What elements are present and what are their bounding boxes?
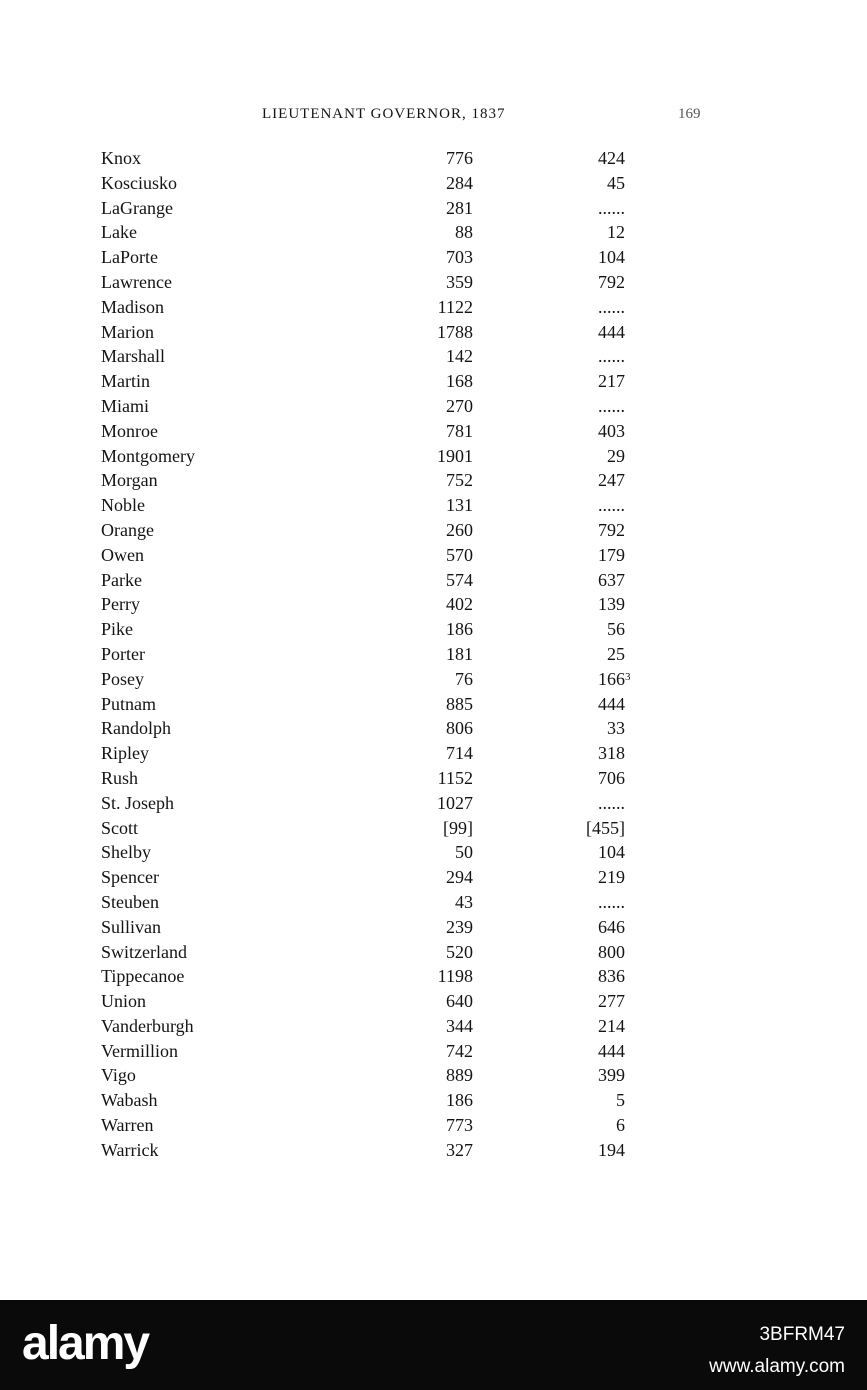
county-name: Knox [101,148,141,168]
table-row [0,741,867,766]
vote-count-first: 889 [446,1065,473,1086]
table-row [0,791,867,816]
county-name: Parke [101,569,142,590]
vote-count-first: 88 [455,222,473,243]
table-row [0,444,867,469]
vote-count-first: 359 [446,271,473,292]
vote-count-second: 29 [607,445,625,466]
county-name: Wabash [101,1090,158,1111]
vote-count-second-cell [616,1113,625,1138]
county-name: Morgan [101,470,158,491]
county-name: Lawrence [101,271,172,292]
vote-count-second-cell [586,816,625,841]
page-title: LIEUTENANT GOVERNOR, 1837 [262,106,506,122]
county-name: Switzerland [101,941,187,962]
vote-count-second: ...... [598,495,625,516]
table-row [0,270,867,295]
vote-count-first: 281 [446,197,473,218]
county-name: Warren [101,1115,154,1136]
vote-count-second: 444 [598,321,625,342]
vote-count-second-cell [598,592,625,617]
vote-count-first: 806 [446,718,473,739]
vote-count-second: 166 [598,668,625,689]
table-row [0,1088,867,1113]
table-row [0,692,867,717]
vote-count-second-cell [607,220,625,245]
vote-count-second: 33 [607,718,625,739]
vote-count-first: 1122 [437,296,473,317]
vote-count-second: [455] [586,817,625,838]
county-name: LaGrange [101,197,173,218]
vote-count-first: 885 [446,693,473,714]
table-row [0,320,867,345]
table-row [0,989,867,1014]
vote-table [0,146,867,1163]
vote-count-second-cell [598,196,625,221]
vote-count-second: ...... [598,792,625,813]
vote-count-second-cell [598,791,625,816]
table-row [0,146,867,171]
vote-count-second: ...... [598,197,625,218]
table-row [0,1014,867,1039]
vote-count-first: 260 [446,519,473,540]
table-row [0,642,867,667]
vote-count-first: 142 [446,346,473,367]
county-name: Marion [101,321,154,342]
brand-logo: alamy [22,1317,149,1370]
table-row [0,419,867,444]
table-row [0,617,867,642]
vote-count-second: ...... [598,395,625,416]
vote-count-first: 402 [446,594,473,615]
county-name: Madison [101,296,164,317]
county-name: Lake [101,222,137,243]
table-row [0,568,867,593]
vote-count-second: 403 [598,420,625,441]
county-name: Warrick [101,1139,159,1160]
vote-count-first: 43 [455,891,473,912]
vote-count-first: 742 [446,1040,473,1061]
table-row [0,667,867,692]
vote-count-second-cell [598,964,625,989]
vote-count-second-cell [607,171,625,196]
vote-count-second: 792 [598,271,625,292]
county-name: Union [101,991,146,1012]
table-row [0,220,867,245]
table-row [0,245,867,270]
vote-count-first: 773 [446,1115,473,1136]
county-name: Steuben [101,891,159,912]
county-name: Porter [101,643,145,664]
county-name: Miami [101,395,149,416]
vote-count-first: 781 [446,420,473,441]
county-name: St. Joseph [101,792,175,813]
vote-count-second-cell: 166 3 [598,668,631,689]
vote-count-second-cell [616,1088,625,1113]
vote-count-second: 247 [598,470,625,491]
vote-count-first: 168 [446,371,473,392]
vote-count-second: 219 [598,867,625,888]
table-row [0,1138,867,1163]
county-name: Vigo [101,1065,136,1086]
vote-count-first: 1198 [437,966,473,987]
vote-count-second-cell [607,716,625,741]
vote-count-second-cell [598,989,625,1014]
table-row [0,369,867,394]
vote-count-second-cell [598,518,625,543]
vote-count-second-cell [598,766,625,791]
county-name: Vermillion [101,1040,178,1061]
vote-count-first: 270 [446,395,473,416]
vote-count-second-cell [598,493,625,518]
county-name: Monroe [101,420,158,441]
vote-count-second: 194 [598,1139,625,1160]
vote-count-first: 752 [446,470,473,491]
county-name: Martin [101,371,150,392]
vote-count-first: 776 [446,148,473,168]
vote-count-second: ...... [598,346,625,367]
vote-count-first: 181 [446,643,473,664]
vote-count-second: 179 [598,544,625,565]
vote-count-first: 294 [446,867,473,888]
vote-count-second-cell [598,840,625,865]
watermark-banner [0,1300,867,1390]
county-name: Marshall [101,346,165,367]
vote-count-second: 800 [598,941,625,962]
county-name: Vanderburgh [101,1015,194,1036]
vote-count-first: 327 [446,1139,473,1160]
county-name: Montgomery [101,445,195,466]
county-name: Spencer [101,867,159,888]
vote-count-second-cell [598,369,625,394]
county-name: Noble [101,495,145,516]
vote-count-second: ...... [598,891,625,912]
county-name: Kosciusko [101,172,177,193]
table-row [0,592,867,617]
county-name: LaPorte [101,247,158,268]
table-row [0,716,867,741]
table-row [0,890,867,915]
vote-count-second-cell [598,543,625,568]
vote-count-second: 6 [616,1115,625,1136]
vote-count-second: 637 [598,569,625,590]
vote-count-second: 56 [607,619,625,640]
vote-count-first: 239 [446,916,473,937]
table-row [0,915,867,940]
vote-count-first: 570 [446,544,473,565]
table-row [0,543,867,568]
vote-count-second-cell [607,617,625,642]
table-row [0,295,867,320]
table-row [0,766,867,791]
county-name: Sullivan [101,916,162,937]
vote-count-second: 646 [598,916,625,937]
table-row [0,344,867,369]
vote-count-first: 50 [455,842,473,863]
vote-count-first: 703 [446,247,473,268]
table-row [0,964,867,989]
vote-count-second: 104 [598,247,625,268]
page-number: 169 [678,106,701,122]
table-row [0,493,867,518]
vote-count-second: 399 [598,1065,625,1086]
vote-count-second-cell [598,1014,625,1039]
table-row [0,1113,867,1138]
table-row [0,865,867,890]
county-name: Shelby [101,842,152,863]
vote-count-second-cell [598,865,625,890]
vote-count-second: 444 [598,693,625,714]
vote-count-second-cell [607,444,625,469]
county-name: Pike [101,619,134,640]
vote-count-second: 217 [598,371,625,392]
table-row [0,196,867,221]
county-name: Posey [101,668,145,689]
image-code: 3BFRM47 [759,1324,845,1345]
vote-count-first: 76 [455,668,473,689]
vote-count-second-cell [598,890,625,915]
vote-count-second-cell [598,1138,625,1163]
county-name: Ripley [101,743,149,764]
vote-count-second-cell [598,320,625,345]
vote-count-second: 792 [598,519,625,540]
vote-count-second: 5 [616,1090,625,1111]
vote-count-second-cell [598,146,625,171]
table-row [0,171,867,196]
vote-count-second: ...... [598,296,625,317]
vote-count-first: 186 [446,619,473,640]
county-name: Putnam [101,693,157,714]
vote-count-first: 1788 [437,321,473,342]
table-row [0,1039,867,1064]
table-row [0,940,867,965]
vote-count-second-cell [598,270,625,295]
vote-count-second: 12 [607,222,625,243]
vote-count-second-cell [598,394,625,419]
table-row [0,518,867,543]
vote-count-second-cell [598,940,625,965]
site-url: www.alamy.com [709,1356,845,1377]
vote-count-second-cell [598,915,625,940]
vote-count-second-cell [598,1063,625,1088]
table-row [0,840,867,865]
vote-count-second-cell [598,1039,625,1064]
vote-count-second-cell [598,468,625,493]
vote-count-first: 1901 [437,445,473,466]
county-name: Scott [101,817,139,838]
vote-count-first: 640 [446,991,473,1012]
vote-count-first: 714 [446,743,473,764]
vote-count-second: 277 [598,991,625,1012]
vote-count-second-cell [598,295,625,320]
vote-count-first: 131 [446,495,473,516]
county-name: Randolph [101,718,171,739]
vote-count-first: 284 [446,172,473,193]
vote-count-second: 424 [598,148,625,168]
vote-count-second-cell [598,245,625,270]
county-name: Perry [101,594,140,615]
table-row [0,394,867,419]
vote-count-second: 25 [607,643,625,664]
vote-count-first: [99] [443,817,473,838]
table-row [0,1063,867,1088]
vote-count-second-cell [598,568,625,593]
vote-count-second: 214 [598,1015,625,1036]
vote-count-first: 1152 [437,767,473,788]
vote-count-first: 1027 [437,792,473,813]
table-row [0,816,867,841]
county-name: Owen [101,544,144,565]
vote-count-second-cell [598,344,625,369]
table-row [0,468,867,493]
vote-count-second: 444 [598,1040,625,1061]
vote-count-second-cell [598,419,625,444]
vote-count-second-cell [598,741,625,766]
vote-count-second: 139 [598,594,625,615]
vote-count-first: 344 [446,1015,473,1036]
vote-count-first: 574 [446,569,473,590]
county-name: Rush [101,767,139,788]
vote-count-second: 45 [607,172,625,193]
vote-count-first: 520 [446,941,473,962]
vote-count-second: 836 [598,966,625,987]
vote-count-second: 318 [598,743,625,764]
vote-count-second-cell [598,692,625,717]
vote-count-second: 104 [598,842,625,863]
county-name: Orange [101,519,154,540]
vote-count-second-cell [607,642,625,667]
vote-count-first: 186 [446,1090,473,1111]
county-name: Tippecanoe [101,966,185,987]
vote-count-second: 706 [598,767,625,788]
